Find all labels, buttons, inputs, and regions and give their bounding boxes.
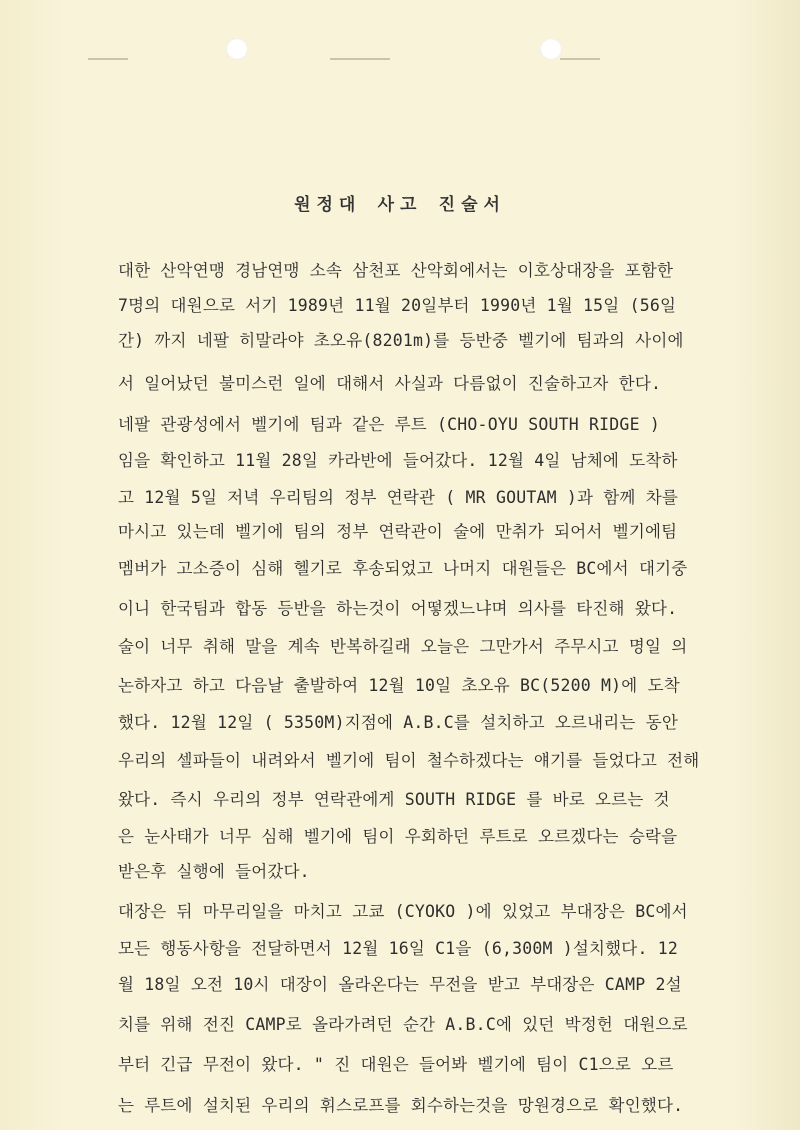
text-line: 술이 너무 취해 말을 계속 반복하길래 오늘은 그만가서 주무시고 명일 의 <box>118 637 688 656</box>
text-line: 모든 행동사항을 전달하면서 12월 16일 C1을 (6,300M )설치했다. 12 <box>118 939 678 958</box>
punch-hole <box>226 38 248 60</box>
text-line: 했다. 12월 12일 ( 5350M)지점에 A.B.C를 설치하고 오르내리는 동안 <box>118 713 678 732</box>
staple-mark <box>330 58 390 60</box>
text-line: 받은후 실행에 들어갔다. <box>118 862 310 881</box>
text-line: 고 12월 5일 저녁 우리팀의 정부 연락관 ( MR GOUTAM )과 함께 차를 <box>118 488 678 507</box>
text-line: 임을 확인하고 11월 28일 카라반에 들어갔다. 12월 4일 남체에 도착하 <box>118 451 678 470</box>
text-line: 대한 산악연맹 경남연맹 소속 삼천포 산악회에서는 이호상대장을 포함한 <box>118 261 674 280</box>
text-line: 이니 한국팀과 합동 등반을 하는것이 어떻겠느냐며 의사를 타진해 왔다. <box>118 599 678 618</box>
staple-mark <box>560 58 600 60</box>
text-line: 서 일어났던 불미스런 일에 대해서 사실과 다름없이 진술하고자 한다. <box>118 374 662 393</box>
text-line: 간) 까지 네팔 히말라야 초오유(8201m)를 등반중 벨기에 팀과의 사이에 <box>118 331 684 350</box>
text-line: 네팔 관광성에서 벨기에 팀과 같은 루트 (CHO-OYU SOUTH RIDGE ) <box>118 415 660 434</box>
text-line: 멤버가 고소증이 심해 헬기로 후송되었고 나머지 대원들은 BC에서 대기중 <box>118 559 688 578</box>
punch-hole <box>540 38 562 60</box>
text-line: 논하자고 하고 다음날 출발하여 12월 10일 초오유 BC(5200 M)에 도착 <box>118 676 680 695</box>
text-line: 치를 위해 전진 CAMP로 올라가려던 순간 A.B.C에 있던 박정헌 대원으로 <box>118 1015 688 1034</box>
text-line: 월 18일 오전 10시 대장이 올라온다는 무전을 받고 부대장은 CAMP 2설 <box>118 975 682 994</box>
text-line: 왔다. 즉시 우리의 정부 연락관에게 SOUTH RIDGE 를 바로 오르는 것 <box>118 790 670 809</box>
text-line: 우리의 셀파들이 내려와서 벨기에 팀이 철수하겠다는 얘기를 들었다고 전해 <box>118 751 700 770</box>
document-title: 원정대 사고 진술서 <box>294 195 506 215</box>
staple-mark <box>88 58 128 60</box>
text-line: 부터 긴급 무전이 왔다. " 진 대원은 들어봐 벨기에 팀이 C1으로 오르 <box>118 1055 674 1074</box>
text-line: 마시고 있는데 벨기에 팀의 정부 연락관이 술에 만취가 되어서 벨기에팀 <box>118 522 678 541</box>
text-line: 7명의 대원으로 서기 1989년 11월 20일부터 1990년 1월 15일 (56일 <box>118 296 677 315</box>
text-line: 는 루트에 설치된 우리의 휘스로프를 회수하는것을 망원경으로 확인했다. <box>118 1096 684 1115</box>
text-line: 은 눈사태가 너무 심해 벨기에 팀이 우회하던 루트로 오르겠다는 승락을 <box>118 827 678 846</box>
text-line: 대장은 뒤 마무리일을 마치고 고쿄 (CYOKO )에 있었고 부대장은 BC에서 <box>118 902 688 921</box>
